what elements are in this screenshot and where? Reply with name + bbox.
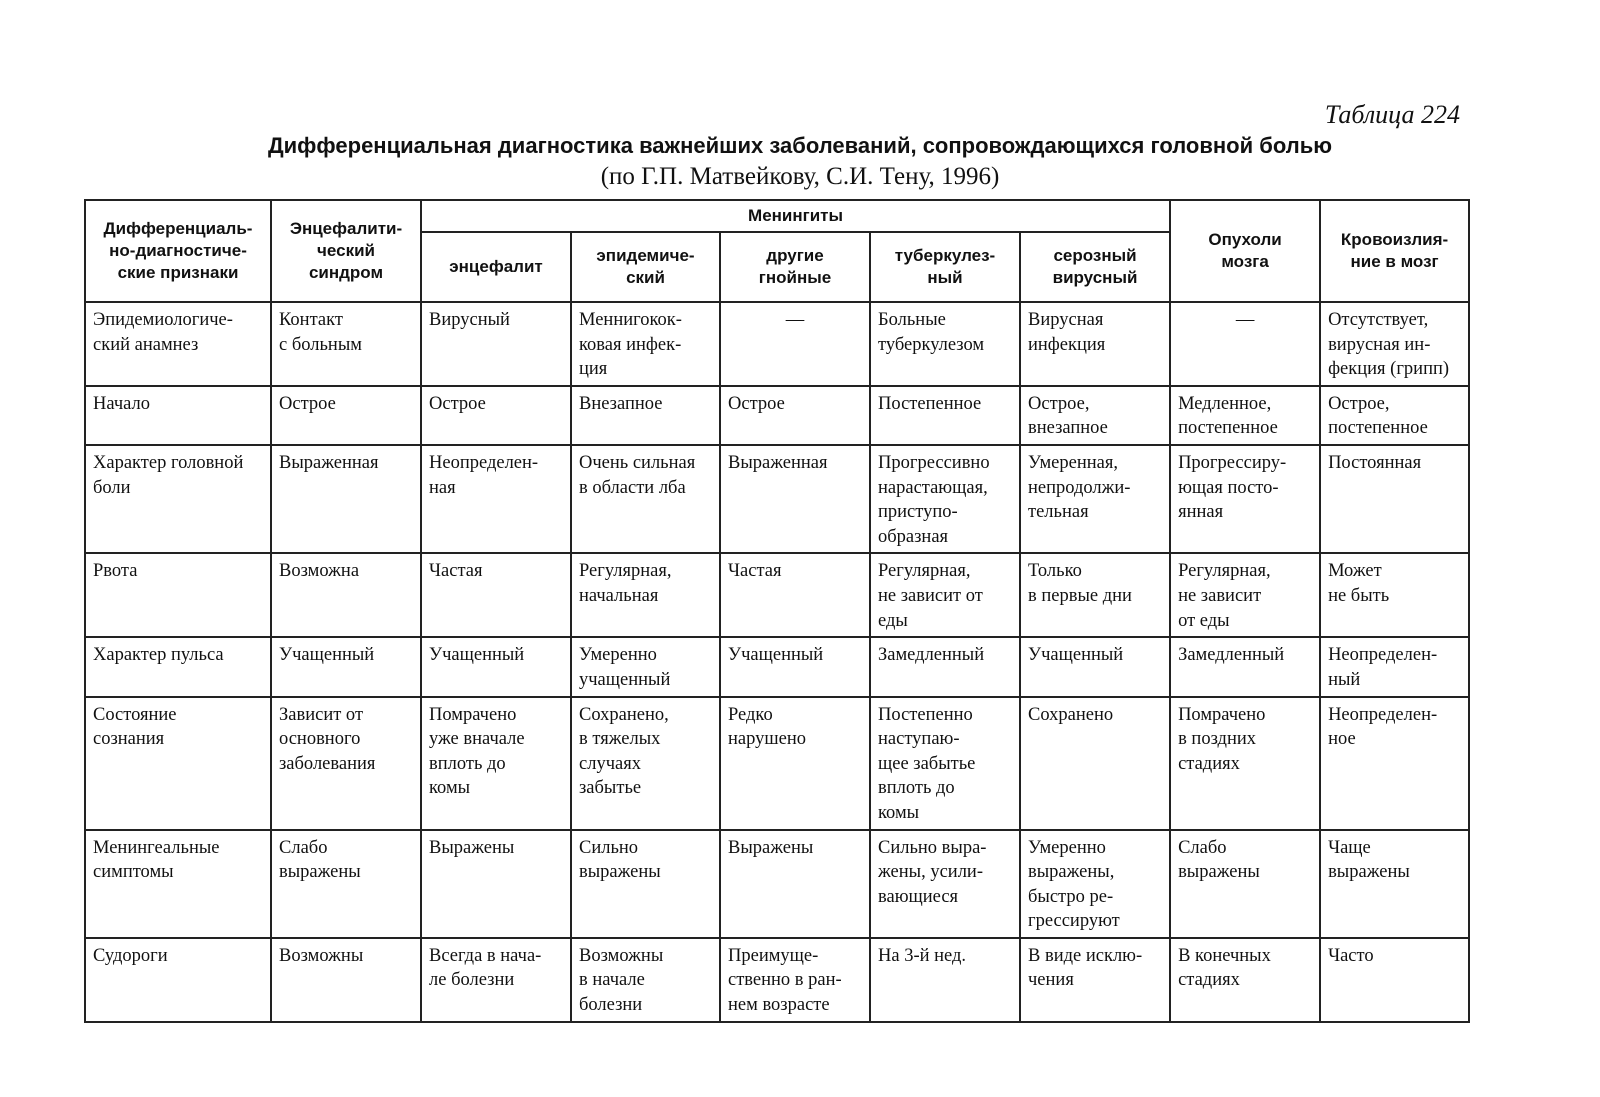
- table-cell: В виде исклю- чения: [1020, 938, 1170, 1022]
- row-label: Рвота: [85, 553, 271, 637]
- table-cell: Медленное, постепенное: [1170, 386, 1320, 445]
- table-cell: Учащенный: [1020, 637, 1170, 696]
- table-cell: Слабо выражены: [1170, 830, 1320, 938]
- table-cell: Замедленный: [1170, 637, 1320, 696]
- header-meningitis-other-purulent: другие гнойные: [720, 232, 870, 302]
- table-cell: Помрачено в поздних стадиях: [1170, 697, 1320, 830]
- row-label: Характер пульса: [85, 637, 271, 696]
- table-cell: Помрачено уже вначале вплоть до комы: [421, 697, 571, 830]
- differential-diagnosis-table: [84, 199, 1470, 1023]
- table-cell: Частая: [421, 553, 571, 637]
- table-cell: Отсутствует, вирусная ин- фекция (грипп): [1320, 302, 1469, 386]
- table-number: Таблица 224: [1324, 100, 1460, 129]
- row-label: Менингеальные симптомы: [85, 830, 271, 938]
- table-cell: Чаще выражены: [1320, 830, 1469, 938]
- table-cell: Регулярная, не зависит от еды: [870, 553, 1020, 637]
- table-cell: Неопределен- ная: [421, 445, 571, 553]
- table-cell: Внезапное: [571, 386, 720, 445]
- table-cell: Постоянная: [1320, 445, 1469, 553]
- table-body: [85, 302, 1469, 1022]
- table-cell: Острое: [720, 386, 870, 445]
- header-meningitis-epidemic: эпидемиче- ский: [571, 232, 720, 302]
- table-cell: Постепенное: [870, 386, 1020, 445]
- header-encephalitic-syndrome: Энцефалити- ческий синдром: [271, 200, 421, 302]
- table-cell: Умеренная, непродолжи- тельная: [1020, 445, 1170, 553]
- table-cell: Контакт с больным: [271, 302, 421, 386]
- table-cell: Слабо выражены: [271, 830, 421, 938]
- table-cell: Всегда в нача- ле болезни: [421, 938, 571, 1022]
- row-label: Состояние сознания: [85, 697, 271, 830]
- table-cell: Вирусный: [421, 302, 571, 386]
- table-cell: Выраженная: [720, 445, 870, 553]
- table-cell: Острое: [271, 386, 421, 445]
- table-cell: Возможна: [271, 553, 421, 637]
- header-brain-tumors: Опухоли мозга: [1170, 200, 1320, 302]
- table-cell: Сохранено: [1020, 697, 1170, 830]
- table-cell: Умеренно учащенный: [571, 637, 720, 696]
- header-row-1: [85, 200, 1469, 232]
- table-cell: Редко нарушено: [720, 697, 870, 830]
- table-cell: Умеренно выражены, быстро ре- грессируют: [1020, 830, 1170, 938]
- row-label: Характер головной боли: [85, 445, 271, 553]
- table-cell: Частая: [720, 553, 870, 637]
- table-cell: Сохранено, в тяжелых случаях забытье: [571, 697, 720, 830]
- table-row: [85, 830, 1469, 938]
- table-cell: Возможны в начале болезни: [571, 938, 720, 1022]
- header-criteria: Дифференциаль- но-диагностиче- ские признаки: [85, 200, 271, 302]
- table-subtitle: (по Г.П. Матвейкову, С.И. Тену, 1996): [600, 163, 1000, 190]
- table-cell: Учащенный: [421, 637, 571, 696]
- table-cell: Преимуще- ственно в ран- нем возрасте: [720, 938, 870, 1022]
- table-row: [85, 697, 1469, 830]
- table-row: [85, 938, 1469, 1022]
- table-cell: Зависит от основного заболевания: [271, 697, 421, 830]
- table-cell: Постепенно наступаю- щее забытье вплоть до комы: [870, 697, 1020, 830]
- table-cell: Меннигокок- ковая инфек- ция: [571, 302, 720, 386]
- table-cell: Выраженная: [271, 445, 421, 553]
- header-meningitis-encephalitis: энцефалит: [421, 232, 571, 302]
- table-cell: Острое, внезапное: [1020, 386, 1170, 445]
- header-meningitis-serous-viral: серозный вирусный: [1020, 232, 1170, 302]
- header-meningitis-group: Менингиты: [421, 200, 1170, 232]
- table-title: Дифференциальная диагностика важнейших заболеваний, сопровождающихся головной болью: [267, 133, 1333, 158]
- table-cell: Больные туберкулезом: [870, 302, 1020, 386]
- table-cell: Регулярная, не зависит от еды: [1170, 553, 1320, 637]
- table-row: [85, 302, 1469, 386]
- table-cell: Выражены: [421, 830, 571, 938]
- table-cell: Неопределен- ное: [1320, 697, 1469, 830]
- row-label: Начало: [85, 386, 271, 445]
- table-cell: Возможны: [271, 938, 421, 1022]
- table-row: [85, 553, 1469, 637]
- table-cell: В конечных стадиях: [1170, 938, 1320, 1022]
- table-cell: Замедленный: [870, 637, 1020, 696]
- table-cell: Учащенный: [720, 637, 870, 696]
- row-label: Судороги: [85, 938, 271, 1022]
- table-row: [85, 386, 1469, 445]
- table-cell: Часто: [1320, 938, 1469, 1022]
- table-cell: Неопределен- ный: [1320, 637, 1469, 696]
- table-row: [85, 445, 1469, 553]
- table-cell: —: [1170, 302, 1320, 386]
- row-label: Эпидемиологиче- ский анамнез: [85, 302, 271, 386]
- table-cell: Сильно выра- жены, усили- вающиеся: [870, 830, 1020, 938]
- table-cell: Учащенный: [271, 637, 421, 696]
- table-cell: Прогрессиру- ющая посто- янная: [1170, 445, 1320, 553]
- table-cell: Острое, постепенное: [1320, 386, 1469, 445]
- table-cell: Регулярная, начальная: [571, 553, 720, 637]
- table-cell: Только в первые дни: [1020, 553, 1170, 637]
- table-cell: —: [720, 302, 870, 386]
- table-cell: Очень сильная в области лба: [571, 445, 720, 553]
- table-cell: Может не быть: [1320, 553, 1469, 637]
- table-row: [85, 637, 1469, 696]
- table-cell: Острое: [421, 386, 571, 445]
- table-cell: На 3-й нед.: [870, 938, 1020, 1022]
- table-cell: Вирусная инфекция: [1020, 302, 1170, 386]
- table-cell: Прогрессивно нарастающая, приступо- образная: [870, 445, 1020, 553]
- table-cell: Выражены: [720, 830, 870, 938]
- table-cell: Сильно выражены: [571, 830, 720, 938]
- header-meningitis-tuberculous: туберкулез- ный: [870, 232, 1020, 302]
- header-brain-hemorrhage: Кровоизлия- ние в мозг: [1320, 200, 1469, 302]
